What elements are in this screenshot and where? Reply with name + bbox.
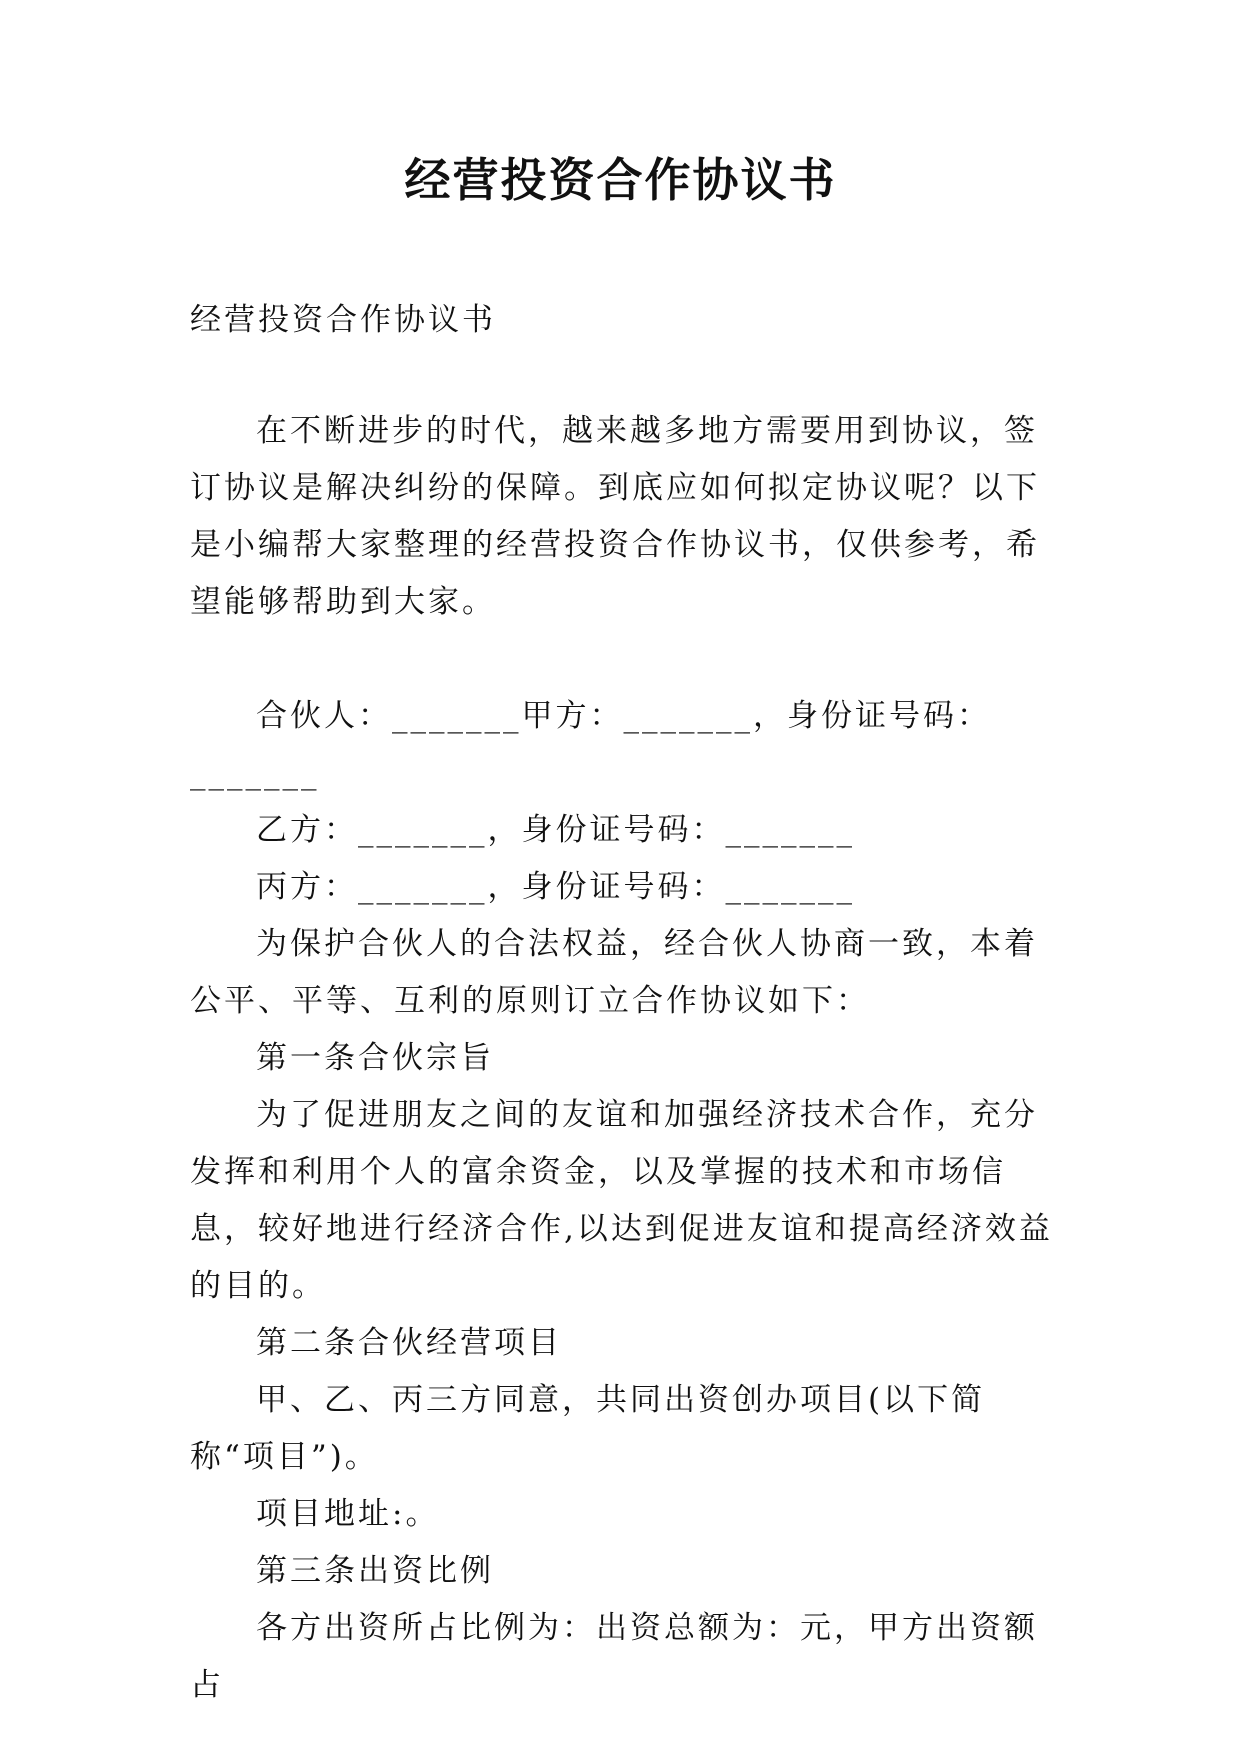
article-3-body: 各方出资所占比例为：出资总额为：元，甲方出资额占	[190, 1610, 1038, 1703]
preamble-paragraph: 为保护合伙人的合法权益，经合伙人协商一致，本着公平、平等、互利的原则订立合作协议如下：	[190, 926, 1038, 1019]
intro-paragraph: 在不断进步的时代，越来越多地方需要用到协议，签订协议是解决纠纷的保障。到底应如何拟定协议呢？以下是小编帮大家整理的经营投资合作协议书，仅供参考，希望能够帮助到大家。	[190, 413, 1040, 620]
document-title: 经营投资合作协议书	[404, 153, 837, 207]
partners-line: 合伙人：_______甲方：_______，身份证号码：_______	[190, 698, 991, 791]
article-3-heading: 第三条出资比例	[256, 1553, 494, 1589]
project-address-line: 项目地址:。	[256, 1496, 440, 1532]
article-2-body: 甲、乙、丙三方同意，共同出资创办项目(以下简称“项目”)。	[190, 1382, 986, 1475]
article-1-heading: 第一条合伙宗旨	[256, 1040, 494, 1076]
party-b-line: 乙方：_______，身份证号码：_______	[256, 812, 855, 848]
article-2-heading: 第二条合伙经营项目	[256, 1325, 562, 1361]
document-body	[190, 292, 1055, 1714]
article-1-body: 为了促进朋友之间的友谊和加强经济技术合作，充分发挥和利用个人的富余资金，以及掌握的技术和市场信息，较好地进行经济合作,以达到促进友谊和提高经济效益的目的。	[190, 1097, 1053, 1304]
document-subtitle: 经营投资合作协议书	[190, 302, 496, 338]
party-c-line: 丙方：_______，身份证号码：_______	[256, 869, 855, 905]
